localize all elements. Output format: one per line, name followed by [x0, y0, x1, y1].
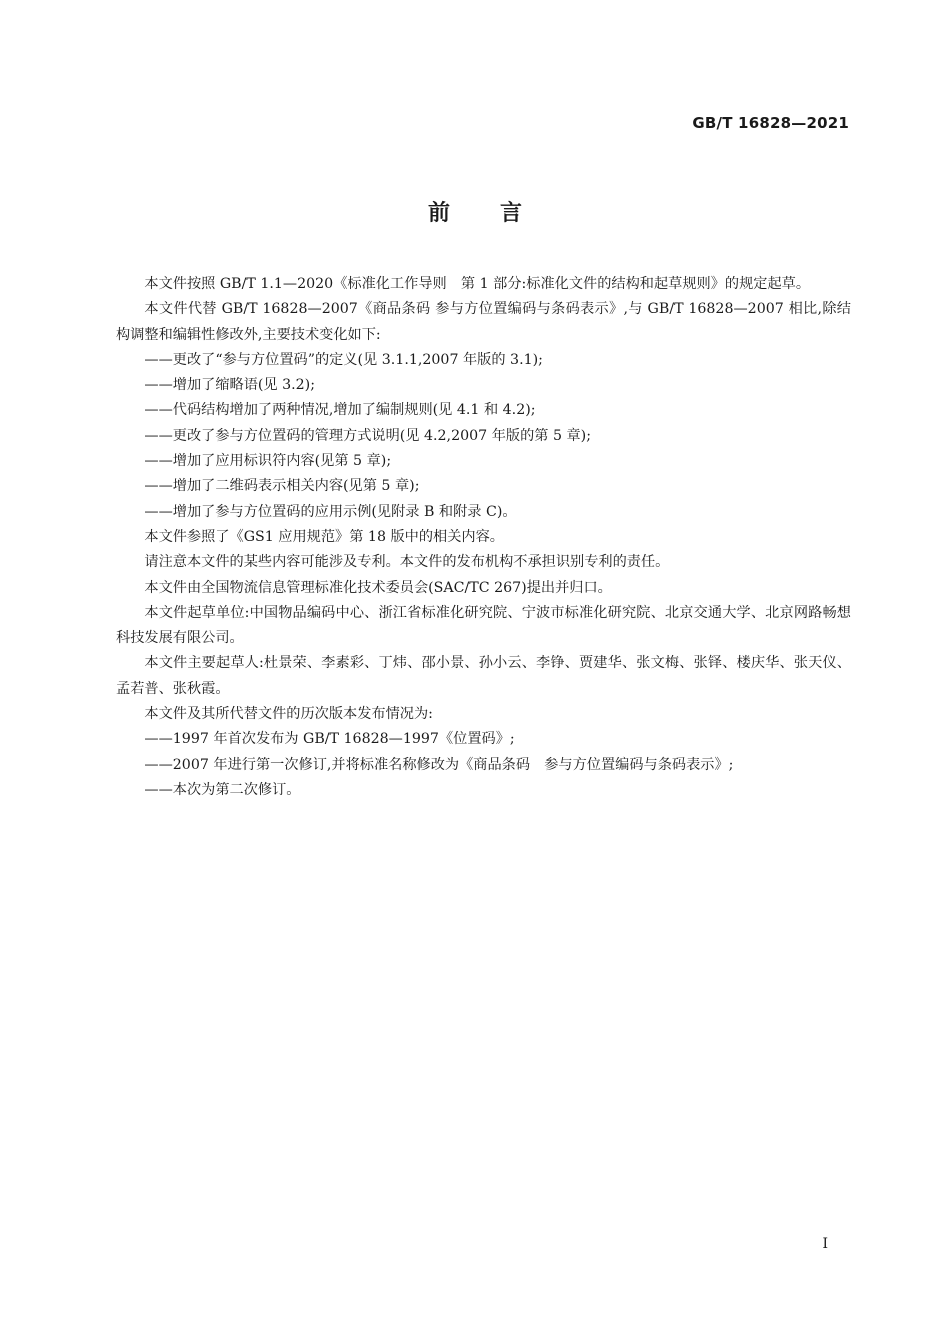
history-item: ——本次为第二次修订。 — [144, 781, 301, 798]
history-item: ——2007 年进行第一次修订,并将标准名称修改为《商品条码 参与方位置编码与条码表示》; — [144, 756, 734, 773]
paragraph-patent-notice: 请注意本文件的某些内容可能涉及专利。本文件的发布机构不承担识别专利的责任。 — [144, 554, 670, 571]
change-item: ——增加了缩略语(见 3.2); — [144, 377, 316, 394]
change-item: ——增加了参与方位置码的应用示例(见附录 B 和附录 C)。 — [144, 503, 517, 520]
paragraph-replacement: 本文件代替 GB/T 16828—2007《商品条码 参与方位置编码与条码表示》,与 GB/T 16828—2007 相比,除结构调整和编辑性修改外,主要技术变化如下: — [116, 301, 851, 343]
change-item: ——增加了二维码表示相关内容(见第 5 章); — [144, 478, 420, 495]
page-number: I — [822, 1236, 828, 1252]
paragraph-history-intro: 本文件及其所代替文件的历次版本发布情况为: — [144, 706, 433, 723]
paragraph-reference: 本文件参照了《GS1 应用规范》第 18 版中的相关内容。 — [144, 528, 504, 545]
change-item: ——增加了应用标识符内容(见第 5 章); — [144, 453, 392, 470]
paragraph-drafting-units: 本文件起草单位:中国物品编码中心、浙江省标准化研究院、宁波市标准化研究院、北京交通大学、北京网路畅想科技发展有限公司。 — [116, 604, 851, 647]
paragraph-drafters: 本文件主要起草人:杜景荣、李素彩、丁炜、邵小景、孙小云、李铮、贾建华、张文梅、张铎、楼庆华、张天仪、孟若普、张秋霞。 — [116, 655, 851, 697]
paragraph-drafting-rules: 本文件按照 GB/T 1.1—2020《标准化工作导则 第 1 部分:标准化文件的结构和起草规则》的规定起草。 — [144, 276, 811, 292]
document-body — [116, 272, 851, 803]
change-item: ——更改了参与方位置码的管理方式说明(见 4.2,2007 年版的第 5 章); — [144, 427, 591, 444]
history-item: ——1997 年首次发布为 GB/T 16828—1997《位置码》; — [144, 731, 515, 748]
paragraph-proposer: 本文件由全国物流信息管理标准化技术委员会(SAC/TC 267)提出并归口。 — [144, 579, 612, 596]
change-item: ——代码结构增加了两种情况,增加了编制规则(见 4.1 和 4.2); — [144, 402, 536, 419]
change-item: ——更改了“参与方位置码”的定义(见 3.1.1,2007 年版的 3.1); — [144, 351, 543, 368]
page-title: 前言 — [427, 201, 572, 226]
document-code: GB/T 16828—2021 — [692, 114, 849, 132]
